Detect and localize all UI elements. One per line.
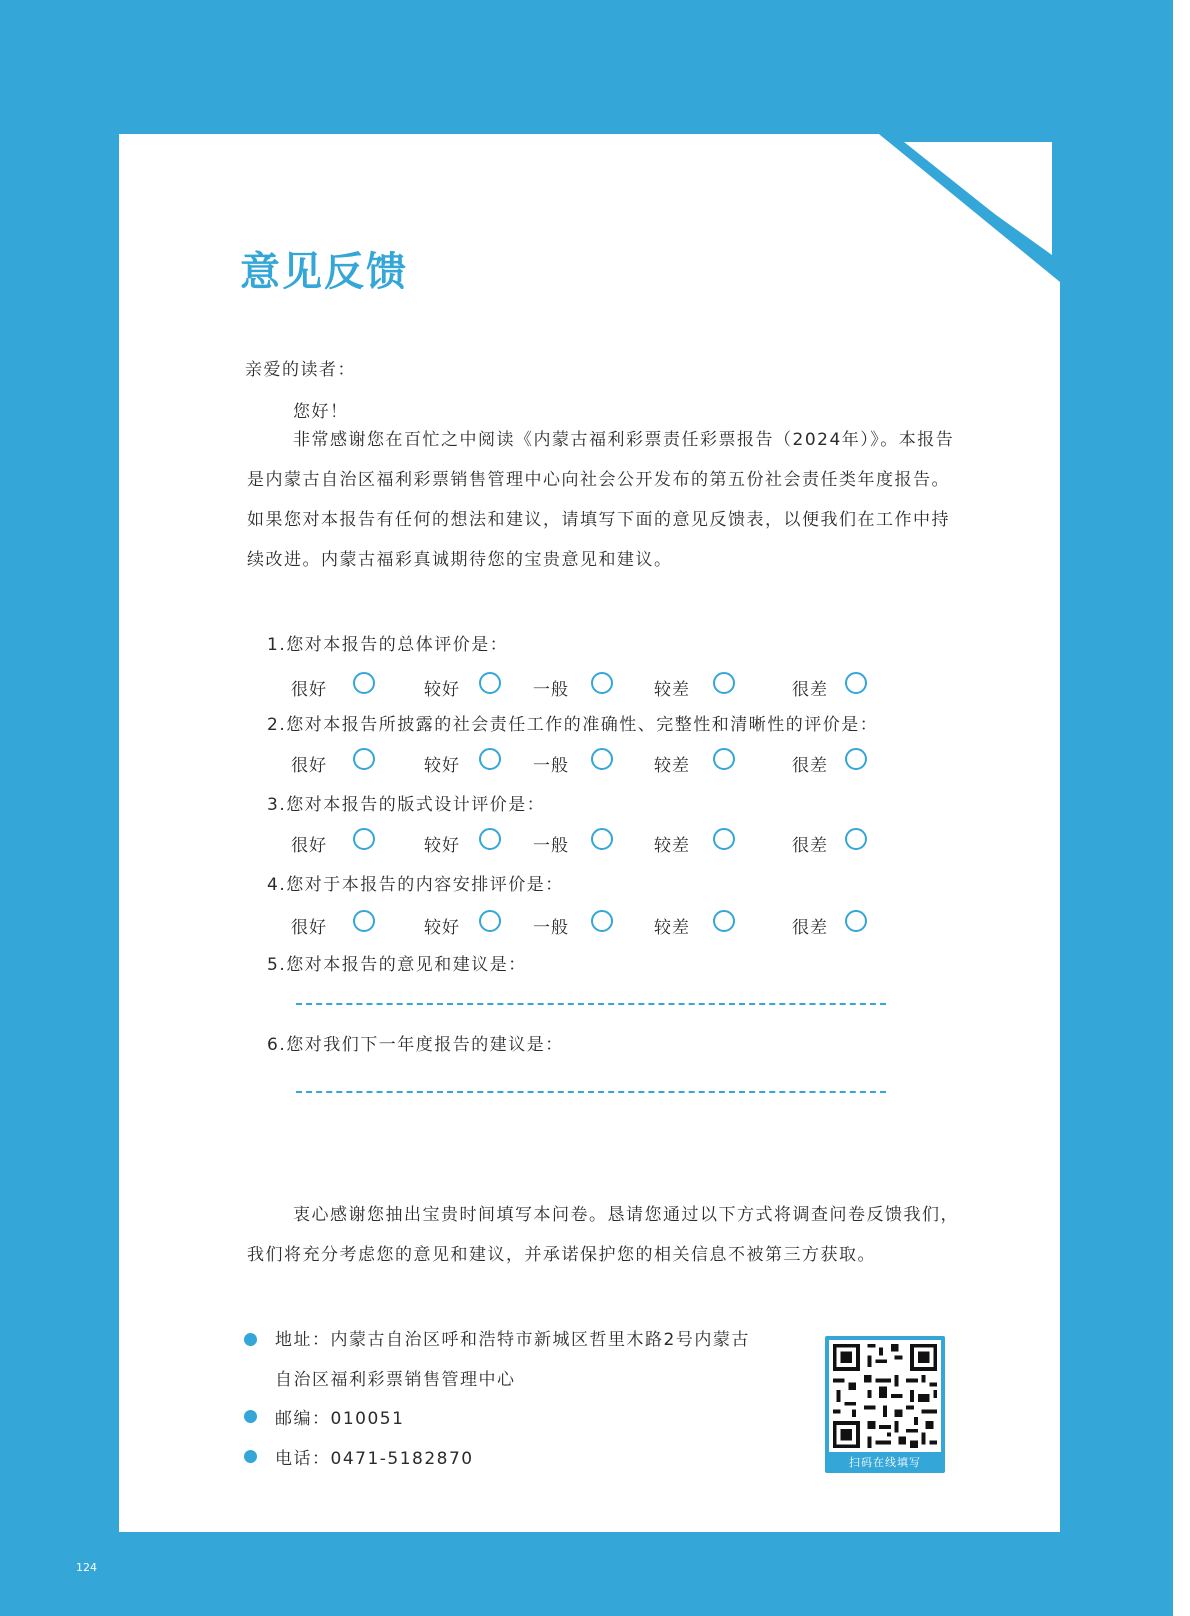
answer-line-6[interactable] xyxy=(296,1091,886,1093)
bullet-icon xyxy=(244,1450,257,1463)
option-label: 较好 xyxy=(424,918,460,938)
page-number: 124 xyxy=(76,1561,97,1574)
option-label: 较好 xyxy=(424,680,460,700)
option-label: 很好 xyxy=(291,756,327,776)
qr-code-icon xyxy=(829,1340,941,1452)
greeting: 您好！ xyxy=(293,402,349,422)
rating-row-4 xyxy=(0,910,1190,940)
radio-average[interactable] xyxy=(591,672,613,694)
radio-poor[interactable] xyxy=(713,910,735,932)
option-label: 较差 xyxy=(654,918,690,938)
qr-caption: 扫码在线填写 xyxy=(849,1456,921,1469)
option-label: 较差 xyxy=(654,680,690,700)
radio-very-poor[interactable] xyxy=(845,828,867,850)
option-label: 很差 xyxy=(792,680,828,700)
page-edge xyxy=(1173,0,1190,1616)
radio-poor[interactable] xyxy=(713,672,735,694)
option-label: 很差 xyxy=(792,918,828,938)
option-label: 一般 xyxy=(533,836,569,856)
radio-very-good[interactable] xyxy=(353,672,375,694)
radio-very-good[interactable] xyxy=(353,748,375,770)
rating-row-2 xyxy=(0,748,1190,778)
closing-paragraph: 衷心感谢您抽出宝贵时间填写本问卷。恳请您通过以下方式将调查问卷反馈我们，我们将充分考虑您的意见和建议，并承诺保护您的相关信息不被第三方获取。 xyxy=(247,1205,959,1265)
bullet-icon xyxy=(244,1333,257,1346)
phone: 电话：0471-5182870 xyxy=(275,1449,474,1469)
address-line-2: 自治区福利彩票销售管理中心 xyxy=(275,1370,516,1390)
radio-very-poor[interactable] xyxy=(845,672,867,694)
radio-average[interactable] xyxy=(591,748,613,770)
radio-very-poor[interactable] xyxy=(845,910,867,932)
radio-very-good[interactable] xyxy=(353,828,375,850)
postcode: 邮编：010051 xyxy=(275,1409,405,1429)
qr-code[interactable] xyxy=(825,1336,945,1473)
question-4: 4.您对于本报告的内容安排评价是： xyxy=(267,875,564,895)
option-label: 较差 xyxy=(654,836,690,856)
option-label: 较好 xyxy=(424,756,460,776)
radio-poor[interactable] xyxy=(713,748,735,770)
question-3: 3.您对本报告的版式设计评价是： xyxy=(267,795,546,815)
rating-row-1 xyxy=(0,672,1190,702)
radio-average[interactable] xyxy=(591,828,613,850)
radio-good[interactable] xyxy=(479,748,501,770)
radio-good[interactable] xyxy=(479,828,501,850)
option-label: 很好 xyxy=(291,918,327,938)
page-title: 意见反馈 xyxy=(240,249,408,295)
question-6: 6.您对我们下一年度报告的建议是： xyxy=(267,1035,564,1055)
intro-paragraph: 非常感谢您在百忙之中阅读《内蒙古福利彩票责任彩票报告（2024年）》。本报告是内蒙古自治区福利彩票销售管理中心向社会公开发布的第五份社会责任类年度报告。如果您对本报告有任何的想法和建议，请填写下面的意见反馈表，以便我们在工作中持续改进。内蒙古福彩真诚期待您的宝贵意见和建议。 xyxy=(247,430,955,570)
question-2: 2.您对本报告所披露的社会责任工作的准确性、完整性和清晰性的评价是： xyxy=(267,715,879,735)
question-1: 1.您对本报告的总体评价是： xyxy=(267,635,509,655)
salutation: 亲爱的读者： xyxy=(245,360,356,380)
answer-line-5[interactable] xyxy=(296,1003,886,1005)
radio-very-good[interactable] xyxy=(353,910,375,932)
rating-row-3 xyxy=(0,828,1190,858)
radio-average[interactable] xyxy=(591,910,613,932)
option-label: 一般 xyxy=(533,680,569,700)
option-label: 较好 xyxy=(424,836,460,856)
radio-very-poor[interactable] xyxy=(845,748,867,770)
option-label: 很好 xyxy=(291,836,327,856)
radio-good[interactable] xyxy=(479,910,501,932)
question-5: 5.您对本报告的意见和建议是： xyxy=(267,955,527,975)
option-label: 很差 xyxy=(792,836,828,856)
radio-good[interactable] xyxy=(479,672,501,694)
option-label: 很差 xyxy=(792,756,828,776)
bullet-icon xyxy=(244,1410,257,1423)
option-label: 很好 xyxy=(291,680,327,700)
option-label: 一般 xyxy=(533,756,569,776)
option-label: 较差 xyxy=(654,756,690,776)
radio-poor[interactable] xyxy=(713,828,735,850)
option-label: 一般 xyxy=(533,918,569,938)
address-line-1: 地址：内蒙古自治区呼和浩特市新城区哲里木路2号内蒙古 xyxy=(275,1330,750,1350)
